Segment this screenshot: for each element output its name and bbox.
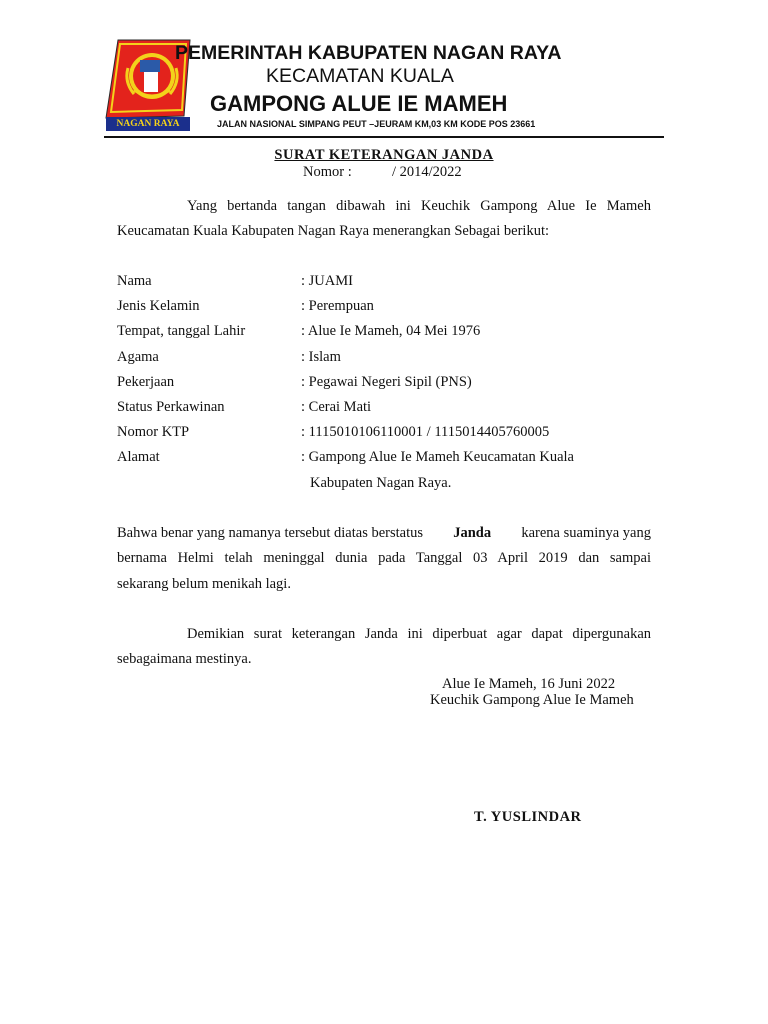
letter-number-value: / 2014/2022 bbox=[392, 164, 462, 180]
body-line-2: bernama Helmi telah meninggal dunia pada Tanggal 03 April 2019 dan sampai bbox=[117, 550, 651, 566]
closing-line-2: sebagaimana mestinya. bbox=[117, 651, 252, 667]
body-line-1-end: karena suaminya yang bbox=[521, 525, 651, 541]
letterhead-rule bbox=[104, 136, 664, 138]
body-line-1 bbox=[117, 525, 651, 542]
field-value-nomor-ktp: : 1115010106110001 / 1115014405760005 bbox=[301, 424, 550, 440]
field-value-nama: : JUAMI bbox=[301, 273, 353, 289]
field-value-alamat-continued: Kabupaten Nagan Raya. bbox=[310, 475, 452, 491]
body-line-1-start: Bahwa benar yang namanya tersebut diatas berstatus bbox=[117, 525, 424, 541]
logo-caption: NAGAN RAYA bbox=[116, 119, 180, 129]
header-address: JALAN NASIONAL SIMPANG PEUT –JEURAM KM,03 KM KODE POS 23661 bbox=[217, 119, 536, 129]
letter-number-label: Nomor : bbox=[303, 164, 352, 180]
field-value-pekerjaan: : Pegawai Negeri Sipil (PNS) bbox=[301, 374, 472, 390]
body-line-3: sekarang belum menikah lagi. bbox=[117, 576, 291, 592]
field-label-jenis-kelamin: Jenis Kelamin bbox=[117, 298, 200, 314]
field-value-agama: : Islam bbox=[301, 349, 341, 365]
field-label-nama: Nama bbox=[117, 273, 152, 289]
header-government: PEMERINTAH KABUPATEN NAGAN RAYA bbox=[175, 42, 562, 64]
field-label-agama: Agama bbox=[117, 349, 159, 365]
field-value-tempat-lahir: : Alue Ie Mameh, 04 Mei 1976 bbox=[301, 323, 481, 339]
signer-title: Keuchik Gampong Alue Ie Mameh bbox=[430, 692, 634, 708]
letter-title: SURAT KETERANGAN JANDA bbox=[274, 147, 494, 163]
field-label-alamat: Alamat bbox=[117, 449, 160, 465]
closing-line-1: Demikian surat keterangan Janda ini diperbuat agar dapat dipergunakan bbox=[187, 626, 651, 642]
place-date: Alue Ie Mameh, 16 Juni 2022 bbox=[442, 676, 616, 692]
intro-line-1: Yang bertanda tangan dibawah ini Keuchik Gampong Alue Ie Mameh bbox=[187, 198, 651, 214]
header-village: GAMPONG ALUE IE MAMEH bbox=[210, 91, 508, 116]
field-value-jenis-kelamin: : Perempuan bbox=[301, 298, 374, 314]
header-district: KECAMATAN KUALA bbox=[266, 65, 454, 87]
field-value-status-perkawinan: : Cerai Mati bbox=[301, 399, 372, 415]
intro-line-2: Keucamatan Kuala Kabupaten Nagan Raya menerangkan Sebagai berikut: bbox=[117, 223, 549, 239]
field-label-tempat-lahir: Tempat, tanggal Lahir bbox=[117, 323, 246, 339]
body-status-bold: Janda bbox=[453, 525, 492, 541]
signer-name: T. YUSLINDAR bbox=[474, 809, 582, 825]
field-label-pekerjaan: Pekerjaan bbox=[117, 374, 175, 390]
field-value-alamat: : Gampong Alue Ie Mameh Keucamatan Kuala bbox=[301, 449, 574, 465]
field-label-nomor-ktp: Nomor KTP bbox=[117, 424, 190, 440]
field-label-status-perkawinan: Status Perkawinan bbox=[117, 399, 225, 415]
